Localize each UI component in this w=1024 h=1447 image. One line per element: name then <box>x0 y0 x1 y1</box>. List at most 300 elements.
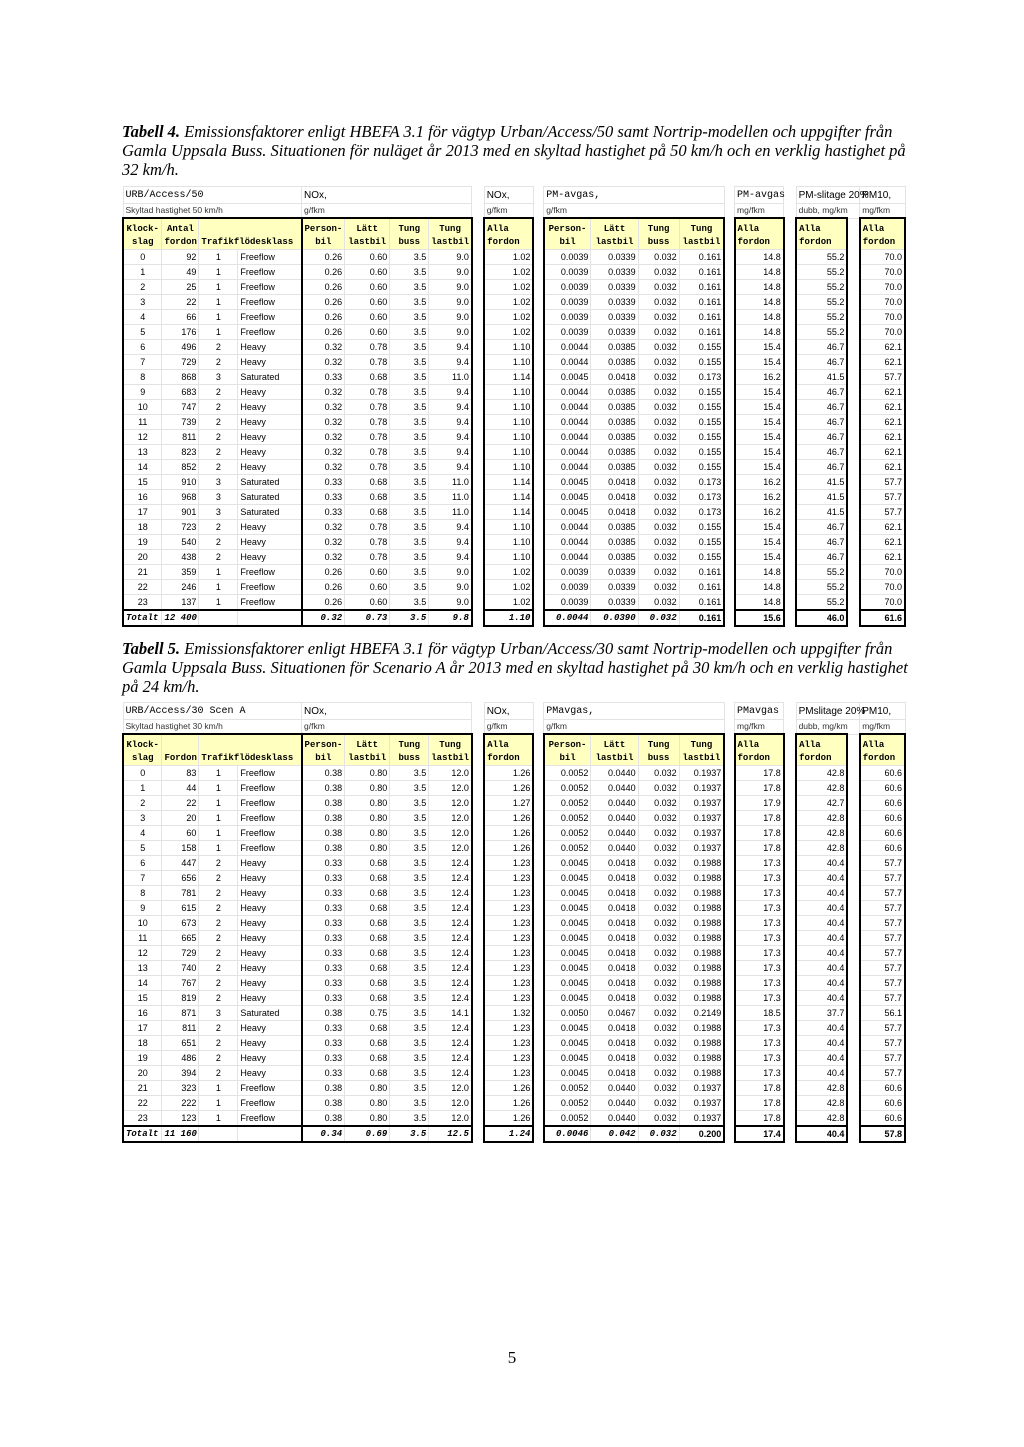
table-cell: 1 <box>199 280 238 295</box>
table-cell: 0.32 <box>302 355 345 370</box>
table-cell: 14.8 <box>735 280 784 295</box>
table-cell: 0.33 <box>302 1066 345 1081</box>
table-cell: 0.33 <box>302 901 345 916</box>
table-cell: 0.0440 <box>591 1081 638 1096</box>
table-cell: 62.1 <box>860 355 905 370</box>
column-gap <box>472 811 484 826</box>
column-gap <box>784 460 796 475</box>
column-gap <box>784 520 796 535</box>
table-cell: 1 <box>199 1096 238 1111</box>
table-cell: 0.0385 <box>591 550 638 565</box>
table-cell: 3.5 <box>390 961 429 976</box>
total-cell: 17.4 <box>735 1126 784 1142</box>
column-gap <box>533 535 543 550</box>
column-gap <box>533 856 543 871</box>
column-gap <box>724 901 734 916</box>
table-cell: 2 <box>199 946 238 961</box>
table-cell: 0.1988 <box>679 856 724 871</box>
table-cell: 0.155 <box>679 430 724 445</box>
table-cell: 15.4 <box>735 445 784 460</box>
table-cell: 0.032 <box>638 595 679 611</box>
table-cell: 17.8 <box>735 1096 784 1111</box>
column-gap <box>784 505 796 520</box>
table-subtitle: Skyltad hastighet 50 km/h <box>123 204 302 219</box>
table-cell: 57.7 <box>860 856 905 871</box>
table-cell: 2 <box>199 355 238 370</box>
table-cell: 1.10 <box>484 430 533 445</box>
table-cell: 0.032 <box>638 841 679 856</box>
table-cell: 0.33 <box>302 991 345 1006</box>
column-gap <box>847 310 859 325</box>
column-gap <box>724 796 734 811</box>
column-gap <box>724 1111 734 1127</box>
column-gap <box>472 1021 484 1036</box>
table-cell: 0.155 <box>679 550 724 565</box>
table-cell: 60.6 <box>860 841 905 856</box>
table-cell: 12.0 <box>429 796 472 811</box>
table-cell: 0.68 <box>345 961 390 976</box>
table-cell: 0.68 <box>345 901 390 916</box>
table-cell: 0.032 <box>638 946 679 961</box>
column-gap <box>847 610 859 626</box>
table-cell: 46.7 <box>796 355 847 370</box>
total-cell <box>238 1126 302 1142</box>
column-gap <box>472 490 484 505</box>
table-cell: 1.23 <box>484 871 533 886</box>
total-cell: 46.0 <box>796 610 847 626</box>
nox-all-group-label: NOx, <box>484 187 533 204</box>
table-cell: 0.0339 <box>591 295 638 310</box>
column-gap <box>784 871 796 886</box>
column-gap <box>847 400 859 415</box>
table-cell: 0.32 <box>302 460 345 475</box>
table-cell: 17.8 <box>735 766 784 781</box>
table-cell: 0.1988 <box>679 931 724 946</box>
table-cell: Saturated <box>238 475 302 490</box>
column-gap <box>472 355 484 370</box>
column-header: Klock-slag <box>123 734 162 766</box>
column-gap <box>472 280 484 295</box>
table-cell: 57.7 <box>860 1066 905 1081</box>
table-cell: Heavy <box>238 886 302 901</box>
table-cell: 0.32 <box>302 550 345 565</box>
table-cell: 57.7 <box>860 490 905 505</box>
table-cell: 55.2 <box>796 565 847 580</box>
table-cell: 70.0 <box>860 310 905 325</box>
column-gap <box>533 991 543 1006</box>
table-cell: 0.1988 <box>679 961 724 976</box>
table-cell: 0.0045 <box>544 856 591 871</box>
table-cell: 222 <box>162 1096 199 1111</box>
table-cell: 40.4 <box>796 1021 847 1036</box>
table-cell: 1.26 <box>484 1096 533 1111</box>
table-cell: 40.4 <box>796 976 847 991</box>
table-cell: 0.1937 <box>679 811 724 826</box>
table-cell: 57.7 <box>860 961 905 976</box>
table-cell: 70.0 <box>860 295 905 310</box>
table-cell: 3.5 <box>390 535 429 550</box>
table-cell: 4 <box>123 826 162 841</box>
table-row <box>123 946 905 961</box>
table-cell: 12 <box>123 946 162 961</box>
column-gap <box>533 460 543 475</box>
table-cell: 0.32 <box>302 535 345 550</box>
table-cell: 0.1988 <box>679 1021 724 1036</box>
table-cell: Freeflow <box>238 841 302 856</box>
table-cell: 40.4 <box>796 856 847 871</box>
table-cell: 3 <box>199 1006 238 1021</box>
column-gap <box>847 811 859 826</box>
table-cell: 41.5 <box>796 490 847 505</box>
nox-all-group-label: NOx, <box>484 703 533 720</box>
table-cell: 3 <box>199 490 238 505</box>
table-cell: 10 <box>123 400 162 415</box>
table-cell: Saturated <box>238 370 302 385</box>
table-cell: 0.032 <box>638 310 679 325</box>
column-gap <box>724 916 734 931</box>
table-cell: 0.78 <box>345 340 390 355</box>
table-cell: 9.4 <box>429 430 472 445</box>
table-cell: 0.155 <box>679 400 724 415</box>
total-cell: 15.6 <box>735 610 784 626</box>
column-gap <box>533 355 543 370</box>
table-cell: 46.7 <box>796 460 847 475</box>
table-cell: 40.4 <box>796 946 847 961</box>
table-cell: 0.0467 <box>591 1006 638 1021</box>
table-cell: 3.5 <box>390 1051 429 1066</box>
table-cell: 0.0385 <box>591 445 638 460</box>
total-cell: 12.5 <box>429 1126 472 1142</box>
table-row <box>123 766 905 781</box>
pm-group-label: PMavgas, <box>544 703 725 720</box>
table-cell: 17.3 <box>735 946 784 961</box>
table-cell: 0.032 <box>638 901 679 916</box>
table-cell: 2 <box>199 1036 238 1051</box>
table-cell: 3.5 <box>390 370 429 385</box>
column-gap <box>724 250 734 265</box>
table-cell: 0.032 <box>638 415 679 430</box>
table-cell: 46.7 <box>796 445 847 460</box>
column-gap <box>533 826 543 841</box>
table-cell: 0.032 <box>638 355 679 370</box>
table-cell: 9.4 <box>429 340 472 355</box>
table-cell: 1.32 <box>484 1006 533 1021</box>
table-cell: 1.02 <box>484 580 533 595</box>
table-cell: 0.60 <box>345 565 390 580</box>
table-cell: 0.32 <box>302 430 345 445</box>
table-cell: 9.0 <box>429 295 472 310</box>
table-cell: 55.2 <box>796 310 847 325</box>
table-cell: 3.5 <box>390 841 429 856</box>
table-cell: 0.0052 <box>544 841 591 856</box>
table-cell: 0.032 <box>638 265 679 280</box>
table-cell: 0.032 <box>638 826 679 841</box>
table-cell: 0.032 <box>638 280 679 295</box>
table-cell: 0.032 <box>638 325 679 340</box>
table-cell: 0.1937 <box>679 841 724 856</box>
column-gap <box>724 781 734 796</box>
table-cell: 0.26 <box>302 580 345 595</box>
table-cell: 62.1 <box>860 520 905 535</box>
total-cell: 0.34 <box>302 1126 345 1142</box>
column-gap <box>724 734 734 766</box>
table-cell: 0.1988 <box>679 916 724 931</box>
table-cell: 60.6 <box>860 1096 905 1111</box>
table-cell: Heavy <box>238 931 302 946</box>
table-cell: Heavy <box>238 961 302 976</box>
table-row <box>123 1096 905 1111</box>
table-cell: 0.1988 <box>679 886 724 901</box>
table-cell: 2 <box>199 1051 238 1066</box>
column-gap <box>472 295 484 310</box>
column-gap <box>784 1021 796 1036</box>
table-cell: 0.1937 <box>679 781 724 796</box>
table-cell: 2 <box>199 976 238 991</box>
table-row <box>123 460 905 475</box>
table-cell: 0.0418 <box>591 856 638 871</box>
table-cell: 60.6 <box>860 1081 905 1096</box>
table-cell: 1 <box>199 826 238 841</box>
column-gap <box>784 310 796 325</box>
table-row <box>123 796 905 811</box>
column-header: Tung buss <box>390 218 429 250</box>
table-cell: 1 <box>199 295 238 310</box>
table-cell: 0.68 <box>345 490 390 505</box>
column-gap <box>784 340 796 355</box>
table-cell: 1.02 <box>484 250 533 265</box>
table-cell: 2 <box>199 856 238 871</box>
table-cell: 0.0418 <box>591 1066 638 1081</box>
table-cell: 0.0440 <box>591 1096 638 1111</box>
table-row <box>123 1036 905 1051</box>
table-cell: 0.78 <box>345 460 390 475</box>
table-cell: 1.23 <box>484 916 533 931</box>
table-cell: 70.0 <box>860 580 905 595</box>
table-cell: 781 <box>162 886 199 901</box>
table-cell: 57.7 <box>860 886 905 901</box>
table-cell: 1 <box>123 265 162 280</box>
table-cell: 0.0418 <box>591 931 638 946</box>
table-cell: 23 <box>123 1111 162 1127</box>
table-cell: 1 <box>199 796 238 811</box>
table-row <box>123 1081 905 1096</box>
column-gap <box>472 550 484 565</box>
column-gap <box>724 1096 734 1111</box>
table-cell: 0.33 <box>302 475 345 490</box>
column-header: Person-bil <box>302 218 345 250</box>
column-gap <box>724 871 734 886</box>
column-gap <box>533 280 543 295</box>
table-cell: 21 <box>123 1081 162 1096</box>
table-cell: 0.0418 <box>591 946 638 961</box>
table-cell: 0.0385 <box>591 460 638 475</box>
table-cell: Freeflow <box>238 310 302 325</box>
column-gap <box>472 415 484 430</box>
table-cell: 0.032 <box>638 1096 679 1111</box>
table-cell: 0.80 <box>345 1096 390 1111</box>
column-gap <box>847 901 859 916</box>
table-cell: 2 <box>199 1021 238 1036</box>
table-cell: 17.8 <box>735 1111 784 1127</box>
table-cell: 17.3 <box>735 886 784 901</box>
table-cell: 0.33 <box>302 1036 345 1051</box>
column-gap <box>784 535 796 550</box>
table-cell: 22 <box>162 796 199 811</box>
table-cell: 0.1988 <box>679 991 724 1006</box>
table-cell: 0.60 <box>345 265 390 280</box>
table-cell: 0.0039 <box>544 310 591 325</box>
column-gap <box>472 370 484 385</box>
column-gap <box>724 856 734 871</box>
column-gap <box>784 856 796 871</box>
column-gap <box>724 1036 734 1051</box>
table-cell: 0.80 <box>345 781 390 796</box>
pm-all-group-label: PMavgas <box>735 703 784 720</box>
column-gap <box>472 720 484 735</box>
column-gap <box>784 931 796 946</box>
table-row <box>123 445 905 460</box>
table-row <box>123 811 905 826</box>
column-gap <box>724 400 734 415</box>
table-cell: 0.78 <box>345 550 390 565</box>
table-cell: 0.38 <box>302 1081 345 1096</box>
table-cell: 0.0418 <box>591 1036 638 1051</box>
column-gap <box>724 841 734 856</box>
table-cell: 40.4 <box>796 1036 847 1051</box>
table-cell: 62.1 <box>860 460 905 475</box>
column-gap <box>847 1081 859 1096</box>
column-header: Lätt lastbil <box>345 734 390 766</box>
table-cell: 656 <box>162 871 199 886</box>
table-cell: 0.0052 <box>544 1111 591 1127</box>
column-gap <box>784 1036 796 1051</box>
table-cell: 868 <box>162 370 199 385</box>
table-cell: 0.33 <box>302 916 345 931</box>
table-cell: 1 <box>199 325 238 340</box>
pm-slitage-group-label: PM-slitage 20% <box>796 187 860 204</box>
table-cell: 2 <box>199 415 238 430</box>
column-gap <box>847 520 859 535</box>
table-cell: 0.032 <box>638 916 679 931</box>
table-cell: 60.6 <box>860 826 905 841</box>
table-cell: 11 <box>123 931 162 946</box>
column-gap <box>784 811 796 826</box>
column-header: Alla fordon <box>484 218 533 250</box>
table-cell: 0.38 <box>302 841 345 856</box>
table-cell: 57.7 <box>860 1051 905 1066</box>
table-cell: 15.4 <box>735 535 784 550</box>
table-cell: 12.0 <box>429 811 472 826</box>
table-cell: 3.5 <box>390 475 429 490</box>
table-cell: 1 <box>199 766 238 781</box>
table-cell: 5 <box>123 841 162 856</box>
column-gap <box>472 1081 484 1096</box>
table-cell: 0.68 <box>345 370 390 385</box>
table-cell: 60.6 <box>860 796 905 811</box>
column-gap <box>472 1111 484 1127</box>
column-gap <box>533 370 543 385</box>
column-gap <box>847 550 859 565</box>
table-cell: 9.0 <box>429 250 472 265</box>
table-cell: 12.0 <box>429 1096 472 1111</box>
table-cell: 57.7 <box>860 931 905 946</box>
table-cell: 3.5 <box>390 1036 429 1051</box>
column-gap <box>472 535 484 550</box>
table-cell: 1.23 <box>484 961 533 976</box>
table-cell: 2 <box>199 901 238 916</box>
column-gap <box>472 703 484 720</box>
table-cell: 70.0 <box>860 565 905 580</box>
column-header: Person-bil <box>544 734 591 766</box>
table-cell: 0.032 <box>638 535 679 550</box>
table-cell: 0.0045 <box>544 1036 591 1051</box>
column-gap <box>533 734 543 766</box>
table-cell: 0.33 <box>302 976 345 991</box>
table-cell: 92 <box>162 250 199 265</box>
column-gap <box>533 901 543 916</box>
pm-unit: g/fkm <box>544 720 725 735</box>
table-row <box>123 580 905 595</box>
table-cell: 15 <box>123 475 162 490</box>
column-gap <box>847 856 859 871</box>
table-cell: 3.5 <box>390 415 429 430</box>
table-cell: 0.80 <box>345 1111 390 1127</box>
table-cell: 12.4 <box>429 916 472 931</box>
column-gap <box>784 295 796 310</box>
column-gap <box>724 565 734 580</box>
table-cell: 15.4 <box>735 355 784 370</box>
table-cell: 0.155 <box>679 460 724 475</box>
table-cell: 40.4 <box>796 916 847 931</box>
table-cell: Freeflow <box>238 250 302 265</box>
table-cell: 0.0385 <box>591 355 638 370</box>
total-cell: 12 400 <box>162 610 199 626</box>
column-gap <box>472 961 484 976</box>
table-row <box>123 490 905 505</box>
column-gap <box>472 1051 484 1066</box>
table-cell: 62.1 <box>860 400 905 415</box>
table-cell: 3.5 <box>390 1081 429 1096</box>
table-cell: 1.23 <box>484 1036 533 1051</box>
column-gap <box>472 565 484 580</box>
table-cell: 1 <box>199 580 238 595</box>
total-cell: Totalt <box>123 1126 162 1142</box>
column-gap <box>472 1036 484 1051</box>
table-row <box>123 1066 905 1081</box>
column-gap <box>784 1051 796 1066</box>
column-gap <box>533 505 543 520</box>
table-cell: 0.80 <box>345 1081 390 1096</box>
table-cell: 0.80 <box>345 766 390 781</box>
column-header: Tung lastbil <box>679 218 724 250</box>
column-gap <box>784 218 796 250</box>
total-cell: 61.6 <box>860 610 905 626</box>
table-cell: 0.0418 <box>591 991 638 1006</box>
table-cell: Heavy <box>238 415 302 430</box>
table-cell: 7 <box>123 871 162 886</box>
table-cell: 9.4 <box>429 550 472 565</box>
table-cell: 57.7 <box>860 916 905 931</box>
table-cell: Freeflow <box>238 781 302 796</box>
table-cell: 9.4 <box>429 460 472 475</box>
table-cell: 0.68 <box>345 1051 390 1066</box>
table-cell: 3.5 <box>390 766 429 781</box>
column-header: Tung buss <box>638 218 679 250</box>
column-gap <box>533 916 543 931</box>
table-cell: 12.4 <box>429 856 472 871</box>
column-header: Lätt lastbil <box>591 734 638 766</box>
table-cell: 0.0044 <box>544 415 591 430</box>
